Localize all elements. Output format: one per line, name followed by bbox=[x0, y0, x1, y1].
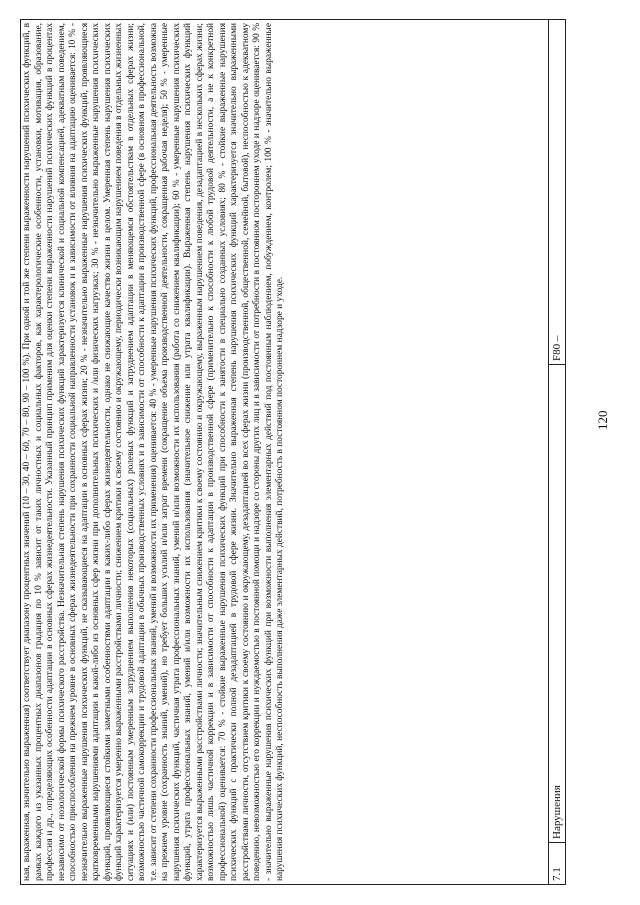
page-number: 120 bbox=[595, 410, 610, 430]
criteria-table bbox=[20, 19, 566, 885]
description-cell: ная, выраженная, значительно выраженная) соответствует диапазону процентных значений (10 – 30, 40 – 60, 70 – 80, 90 – 100 %). При одной и той же степени выраженности нарушений психических функций, в рамках каждого из указанных процентных диапазонов градация по 10 % зависит от таких личностных и социальных факторов, как характерологические особенности, установки, мотивация, образование, профессия и др., определяющих особенности адаптации в основных сферах жизнедеятельности. Указанный принцип применим для оценки степени выраженности нарушений психических функций в процентах независимо от нозологической формы психического расстройства. Незначительная степень нарушения психических функций характеризуется клинической и социальной компенсацией, адекватным поведением, способностью приспособления на прежнем уровне в основных сферах жизнедеятельности при сохранности социальной направленности установок и в зависимости от влияния на адаптацию оценивается: 10 % - незначительно выраженные нарушения психических функций, не сказывающиеся на адаптации в основных сферах жизни; 20 % - незначительно выраженные нарушения психических функций, проявляющиеся кратковременными нарушениями адаптации в какой-либо из основных сфер жизни при дополнительных психических и /или физических нагрузках; 30 % - незначительно выраженные нарушения психических функций, проявляющиеся стойкими заметными особенностями адаптации в каких-либо сферах жизнедеятельности, однако не снижающие качество жизни в целом. Умеренная степень нарушения психических функций характеризуется умеренно выраженными расстройствами личности; снижением критики к своему состоянию и окружающему, периодически возникающим нарушением поведения в отдельных жизненных ситуациях и (или) постоянным умеренным затруднением выполнения некоторых (социальных) ролевых функций и затруднением адаптации в меняющемся обстоятельствам в отдельных сферах жизни; возможностью частичной самокоррекции и трудовой адаптации в обычных производственных условиях и в зависимости от способности к адаптации в производственной сфере (в основном в профессиональной, т.е. зависит от степени сохранности профессиональных знаний, умений и возможности их применения) оценивается: 40 % - умеренные нарушения психических функций, профессиональная деятельность возможна на прежнем уровне (сохранность знаний, умений), но требует больших усилий и/или затрат времени (сокращение объема производственной деятельности, сокращенная рабочая неделя); 50 % - умеренные нарушения психических функций, частичная утрата профессиональных знаний, умений и/или возможности их использования (работа со снижением квалификации); 60 % - умеренные нарушения психических функций, утрата профессиональных знаний, умений и/или возможности их использования (значительное снижение или утрата квалификации). Выраженная степень нарушения психических функций характеризуется выраженными расстройствами личности; значительным снижением критики к своему состоянию и окружающему, выраженным нарушением поведения, дезадаптацией в нескольких сферах жизни; возможностью лишь частичной коррекции и в зависимости от способности к адаптации в производственной сфере (применительно к способности к любой трудовой деятельности, а не к конкретной профессиональной) оценивается: 70 % - стойкие выраженные нарушения психических функций при способности к занятости в специально созданных условиях; 80 % - стойкие выраженные нарушения психических функций с практически полной дезадаптацией в трудовой сфере жизни. Значительно выраженная степень нарушения психических функций характеризуется значительно выраженными расстройствами личности, отсутствием критики к своему состоянию и окружающему, дезадаптацией во всех сферах жизни (производственной, общественной, семейной, бытовой), неспособностью к адекватному поведению, невозможностью его коррекции и нуждаемостью в постоянной помощи и надзоре со стороны других лиц и в зависимости от потребности в постоянном постороннем уходе и надзоре оценивается: 90 % - значительно выраженные нарушения психических функций при возможности выполнения элементарных действий под постоянным наблюдением, побуждением, контролем; 100 % - значительно выраженные нарушения психических функций, неспособность выполнения даже элементарных действий, потребность в постоянном постороннем надзоре и уходе. bbox=[21, 19, 549, 884]
row-code-cell: F80 – bbox=[549, 19, 566, 364]
rotated-page-content bbox=[20, 20, 580, 885]
row-number-cell: 7.1 bbox=[549, 843, 566, 885]
table-row bbox=[21, 19, 549, 884]
row-title-cell: Нарушения bbox=[549, 365, 566, 843]
table-row bbox=[549, 19, 566, 884]
